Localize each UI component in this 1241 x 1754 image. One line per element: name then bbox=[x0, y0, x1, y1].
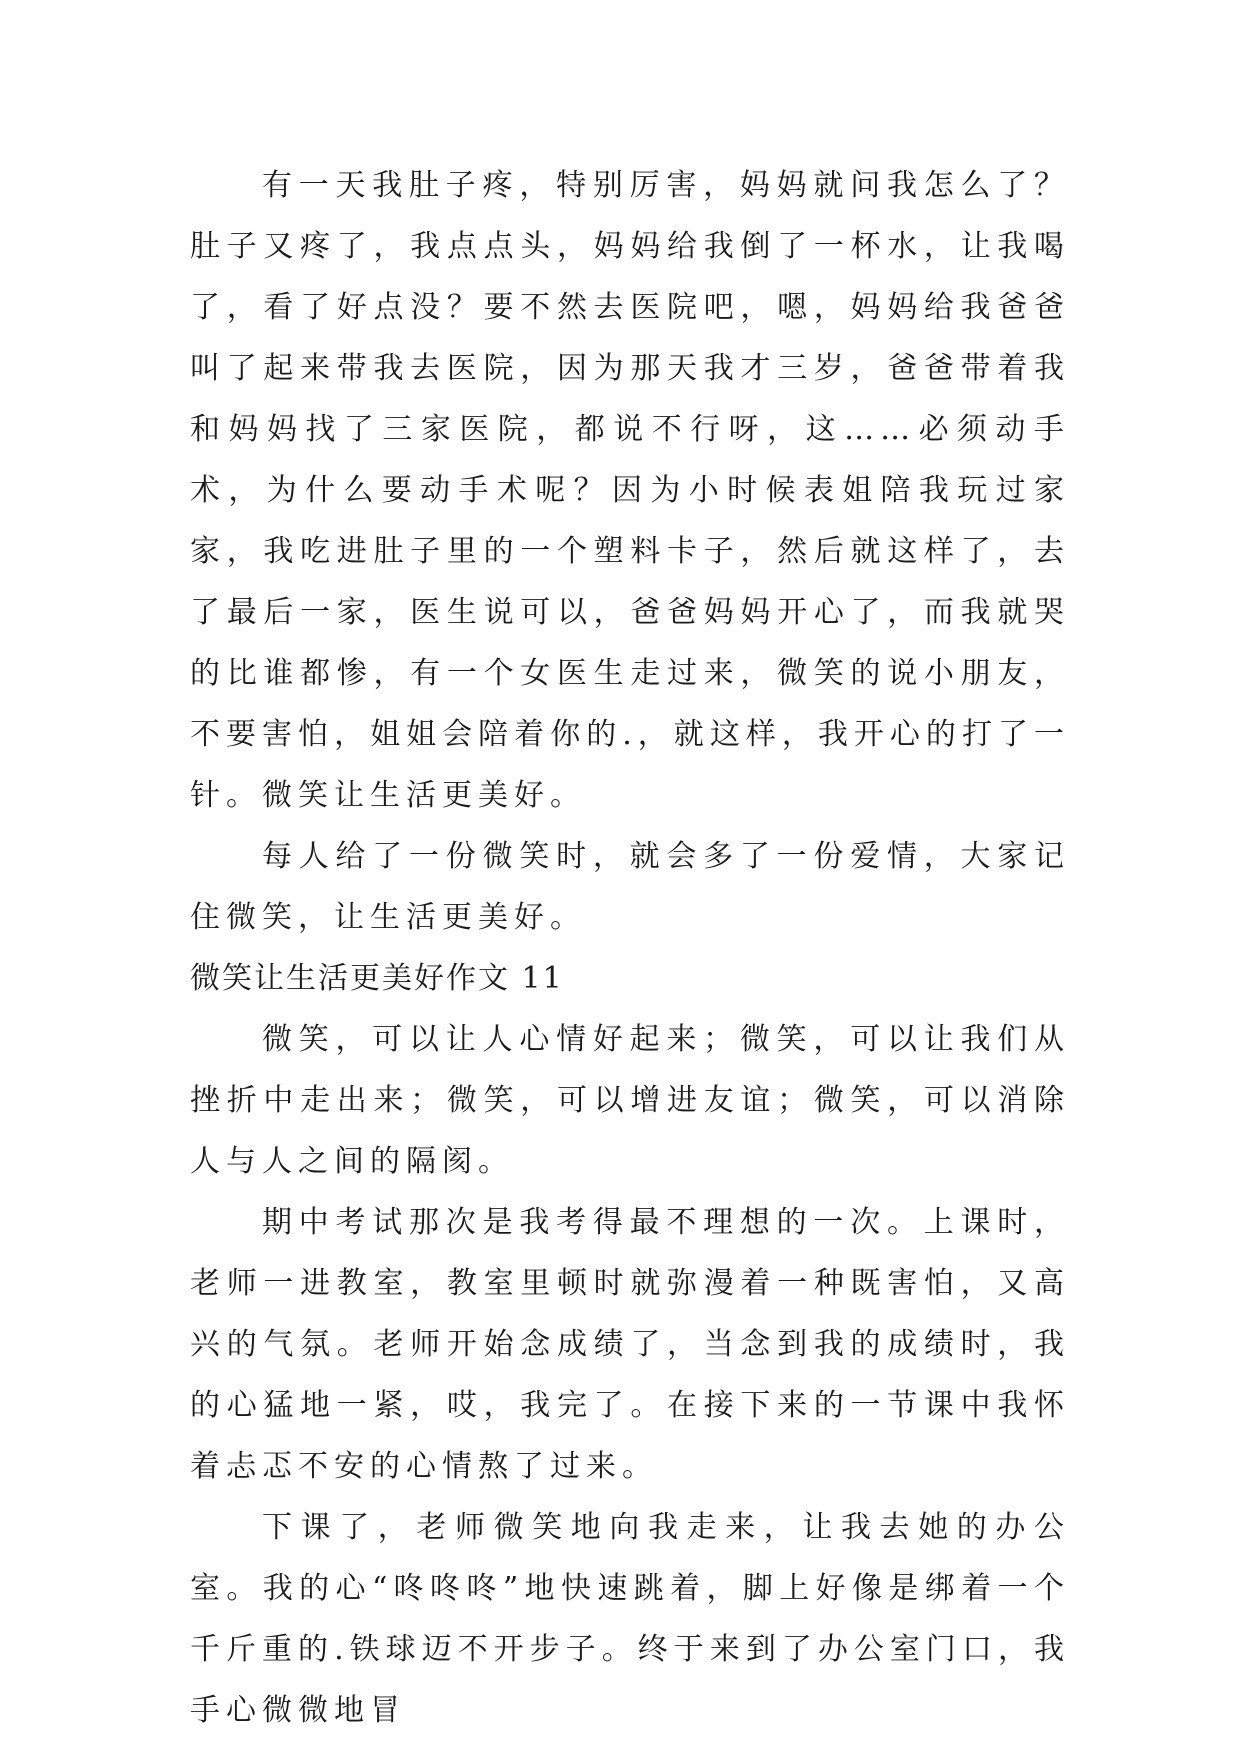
paragraph: 下课了，老师微笑地向我走来，让我去她的办公室。我的心“咚咚咚”地快速跳着，脚上好像是绑着一个千斤重的.铁球迈不开步子。终于来到了办公室门口，我手心微微地冒 bbox=[190, 1510, 1070, 1728]
section-title: 微笑让生活更美好作文 11 bbox=[190, 961, 564, 996]
document-body bbox=[190, 155, 1070, 1741]
paragraph: 期中考试那次是我考得最不理想的一次。上课时，老师一进教室，教室里顿时就弥漫着一种既害怕，又高兴的气氛。老师开始念成绩了，当念到我的成绩时，我的心猛地一紧，哎，我完了。在接下来的一节课中我怀着忐忑不安的心情熬了过来。 bbox=[190, 1205, 1070, 1484]
paragraph: 有一天我肚子疼，特别厉害，妈妈就问我怎么了？肚子又疼了，我点点头，妈妈给我倒了一杯水，让我喝了，看了好点没？要不然去医院吧，嗯，妈妈给我爸爸叫了起来带我去医院，因为那天我才三岁，爸爸带着我和妈妈找了三家医院，都说不行呀，这……必须动手术，为什么要动手术呢？因为小时候表姐陪我玩过家家，我吃进肚子里的一个塑料卡子，然后就这样了，去了最后一家，医生说可以，爸爸妈妈开心了，而我就哭的比谁都惨，有一个女医生走过来，微笑的说小朋友，不要害怕，姐姐会陪着你的.，就这样，我开心的打了一针。微笑让生活更美好。 bbox=[190, 168, 1070, 813]
paragraph: 每人给了一份微笑时，就会多了一份爱情，大家记住微笑，让生活更美好。 bbox=[190, 839, 1070, 935]
paragraph: 微笑，可以让人心情好起来；微笑，可以让我们从挫折中走出来；微笑，可以增进友谊；微笑，可以消除人与人之间的隔阂。 bbox=[190, 1022, 1070, 1179]
